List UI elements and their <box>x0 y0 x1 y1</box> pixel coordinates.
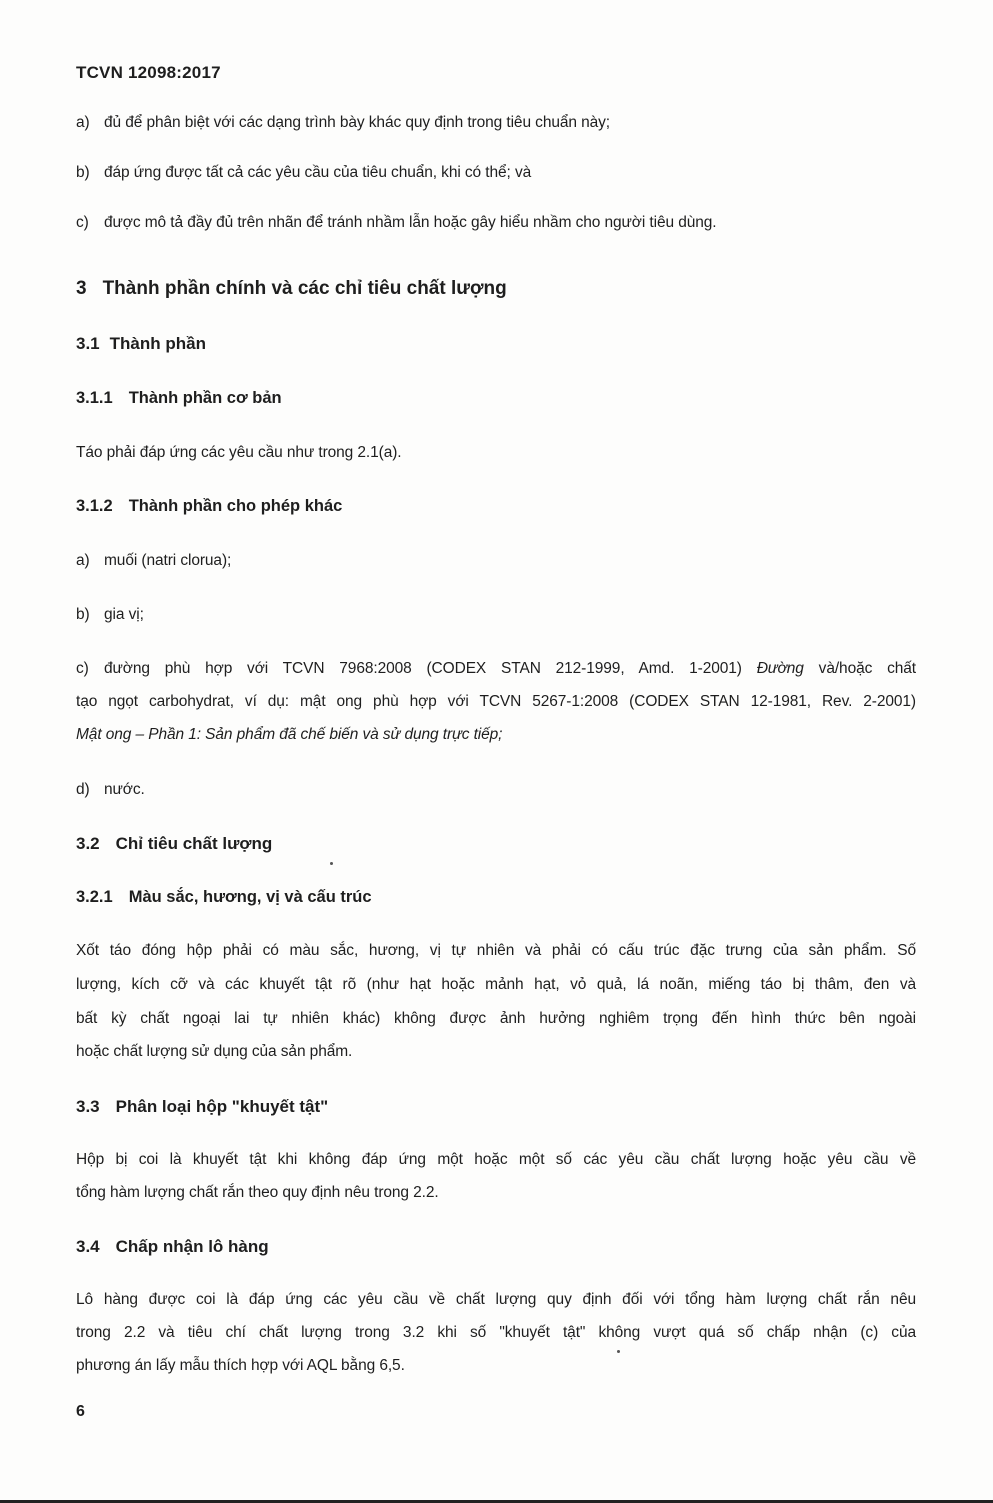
list-item-text: nước. <box>104 781 145 798</box>
list-item <box>76 164 531 182</box>
list-marker: c) <box>76 660 89 677</box>
subsection-heading <box>76 834 272 854</box>
subsection-title: Thành phần cho phép khác <box>128 497 343 515</box>
paragraph-line: Xốt táo đóng hộp phải có màu sắc, hương, vị tự nhiên và phải có cấu trúc đặc trưng của sản phẩm. Số <box>76 942 916 959</box>
list-marker: d) <box>76 781 90 798</box>
paragraph-line: hoặc chất lượng sử dụng của sản phẩm. <box>76 1043 353 1060</box>
list-marker: a) <box>76 114 90 131</box>
list-item-text: đường phù hợp với TCVN 7968:2008 (CODEX STAN 212-1999, Amd. 1-2001) <box>104 660 742 677</box>
subsection-heading <box>76 497 342 516</box>
scan-speck <box>330 862 333 865</box>
list-item-text: gia vị; <box>104 606 144 623</box>
subsection-heading <box>76 1237 269 1257</box>
subsection-heading <box>76 1097 328 1117</box>
subsection-heading <box>76 334 206 354</box>
subsection-number: 3.4 <box>76 1237 100 1256</box>
list-marker: a) <box>76 552 90 569</box>
subsection-title: Phân loại hộp "khuyết tật" <box>115 1097 329 1116</box>
subsection-heading <box>76 389 282 408</box>
scan-speck <box>617 1350 620 1353</box>
subsection-number: 3.1 <box>76 334 100 353</box>
subsection-heading <box>76 888 372 907</box>
paragraph-line: tổng hàm lượng chất rắn theo quy định nêu trong 2.2. <box>76 1184 439 1201</box>
subsection-number: 3.1.2 <box>76 497 113 515</box>
list-marker: b) <box>76 606 90 623</box>
paragraph: Táo phải đáp ứng các yêu cầu như trong 2.1(a). <box>76 444 402 461</box>
subsection-number: 3.2.1 <box>76 888 113 906</box>
list-marker: c) <box>76 214 89 231</box>
list-item-text: và/hoặc chất <box>818 660 916 677</box>
paragraph-line: Hộp bị coi là khuyết tật khi không đáp ứng một hoặc một số các yêu cầu chất lượng hoặc yêu cầu về <box>76 1151 916 1168</box>
list-item <box>76 552 231 570</box>
paragraph-line: lượng, kích cỡ và các khuyết tật rõ (như hạt hoặc mảnh hạt, vỏ quả, lá noãn, miếng táo bị thâm, đen và <box>76 976 916 993</box>
list-item-line <box>76 726 502 744</box>
reference-title: Mật ong – Phần 1: Sản phẩm đã chế biến và sử dụng trực tiếp; <box>76 726 503 743</box>
list-item-text: đủ để phân biệt với các dạng trình bày khác quy định trong tiêu chuẩn này; <box>104 114 611 131</box>
list-item <box>76 214 717 232</box>
paragraph-line: Lô hàng được coi là đáp ứng các yêu cầu về chất lượng quy định đối với tổng hàm lượng chất rắn nêu <box>76 1291 916 1308</box>
paragraph-line: trong 2.2 và tiêu chí chất lượng trong 3.2 khi số "khuyết tật" không vượt quá số chấp nhận (c) của <box>76 1324 916 1341</box>
subsection-number: 3.1.1 <box>76 389 113 407</box>
subsection-title: Chấp nhận lô hàng <box>115 1237 269 1256</box>
paragraph-line: bất kỳ chất ngoại lai tự nhiên khác) không được ảnh hưởng nghiêm trọng đến hình thức bên ngoài <box>76 1010 916 1027</box>
list-item-text: đáp ứng được tất cả các yêu cầu của tiêu chuẩn, khi có thể; và <box>104 164 532 181</box>
reference-title: Đường <box>756 660 804 677</box>
section-number: 3 <box>76 278 87 299</box>
paragraph-line: phương án lấy mẫu thích hợp với AQL bằng 6,5. <box>76 1357 405 1374</box>
list-item <box>76 114 610 132</box>
subsection-number: 3.2 <box>76 834 100 853</box>
list-item <box>76 781 145 799</box>
subsection-title: Màu sắc, hương, vị và cấu trúc <box>128 888 372 906</box>
list-item-text: được mô tả đầy đủ trên nhãn để tránh nhầm lẫn hoặc gây hiểu nhầm cho người tiêu dùng. <box>104 214 717 231</box>
section-title: Thành phần chính và các chỉ tiêu chất lượng <box>102 278 507 299</box>
list-item <box>76 606 144 624</box>
page-number: 6 <box>76 1403 85 1420</box>
subsection-title: Chỉ tiêu chất lượng <box>115 834 273 853</box>
section-heading <box>76 278 507 300</box>
document-code: TCVN 12098:2017 <box>76 63 221 82</box>
subsection-title: Thành phần <box>109 334 206 353</box>
subsection-number: 3.3 <box>76 1097 100 1116</box>
list-marker: b) <box>76 164 90 181</box>
list-item-text: muối (natri clorua); <box>104 552 232 569</box>
subsection-title: Thành phần cơ bản <box>128 389 282 407</box>
list-item-line: tạo ngọt carbohydrat, ví dụ: mật ong phù hợp với TCVN 5267-1:2008 (CODEX STAN 12-1981, Rev. 2-2001) <box>76 693 916 710</box>
list-item-line <box>76 660 916 678</box>
